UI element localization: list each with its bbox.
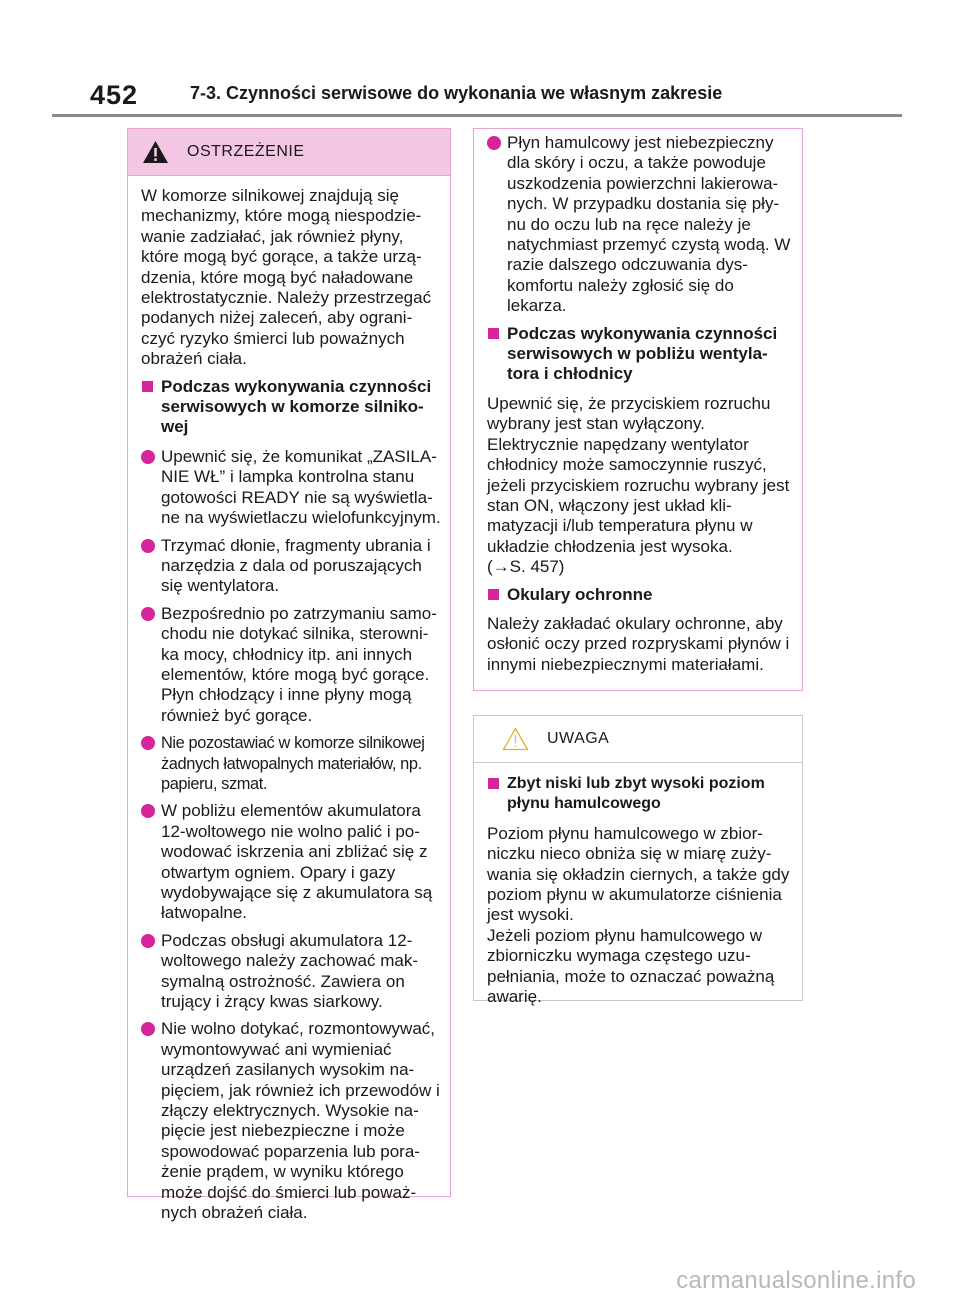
warning-box-continued bbox=[473, 128, 803, 691]
warning-bullet: Nie wolno dotykać, rozmontowywać, wymontowywać ani wymieniać urządzeń zasilanych wysokim na-pięciem, jak również ich przewodów i złączy elektrycznych. Wysokie na-pięcie jest niebezpieczne i może spowodować poparzenia lub pora-żenie prądem, w wyniku którego może dojść do śmierci lub poważ-nych obrażeń ciała. bbox=[141, 1019, 444, 1223]
notice-paragraph: Poziom płynu hamulcowego w zbior-niczku nieco obniża się w miarę zuży-wania się okładzin ciernych, a także gdy poziom płynu w akumulatorze ciśnienia jest wysoki. bbox=[487, 823, 790, 925]
notice-box-header bbox=[474, 716, 802, 763]
warning-box-header bbox=[128, 129, 450, 176]
watermark: carmanualsonline.info bbox=[676, 1267, 916, 1294]
warning-subheading: Podczas wykonywania czynności serwisowych w pobliżu wentyla-tora i chłodnicy bbox=[487, 324, 796, 385]
round-bullet-icon bbox=[141, 934, 155, 948]
warning-subheading: Podczas wykonywania czynności serwisowych w komorze silniko-wej bbox=[141, 377, 444, 438]
round-bullet-icon bbox=[141, 736, 155, 750]
round-bullet-icon bbox=[141, 607, 155, 621]
page-reference: (→S. 457) bbox=[487, 557, 565, 577]
warning-bullet: Trzymać dłonie, fragmenty ubrania i narzędzia z dala od poruszających się wentylatora. bbox=[141, 536, 444, 597]
notice-box-title: UWAGA bbox=[547, 730, 610, 747]
warning-triangle-icon bbox=[142, 140, 169, 164]
notice-box bbox=[473, 715, 803, 1007]
square-bullet-icon bbox=[488, 778, 499, 789]
notice-paragraph: Jeżeli poziom płynu hamulcowego w zbiorniczku wymaga częstego uzu-pełniania, może to oznaczać poważną awarię. bbox=[487, 925, 775, 1007]
warning-bullet: Upewnić się, że komunikat „ZASILA-NIE WŁ” i lampka kontrolna stanu gotowości READY nie są wyświetla-ne na wyświetlaczu wielofunkcyjnym. bbox=[141, 447, 444, 529]
notice-subheading: Zbyt niski lub zbyt wysoki poziom płynu hamulcowego bbox=[487, 774, 796, 815]
square-bullet-icon bbox=[488, 328, 499, 339]
round-bullet-icon bbox=[141, 1022, 155, 1036]
warning-bullet: Płyn hamulcowy jest niebezpieczny dla skóry i oczu, a także powoduje uszkodzenia powierzchni lakierowa-nych. W przypadku dostania się pły-nu do oczu lub na ręce należy je natychmiast przemyć czystą wodą. W razie dalszego odczuwania dys-komfortu należy zgłosić się do lekarza. bbox=[487, 133, 796, 317]
warning-box-content bbox=[141, 186, 444, 1231]
warning-intro: W komorze silnikowej znajdują się mechanizmy, które mogą niespodzie-wanie zadziałać, jak również płyny, które mogą być gorące, a także urzą-dzenia, które mogą być naładowane elektrostatycznie. Należy przestrzegać podanych niżej zaleceń, aby ograni-czyć ryzyko śmierci lub poważnych obrażeń ciała. bbox=[141, 186, 432, 369]
notice-box-content bbox=[487, 774, 796, 1007]
warning-bullet: Podczas obsługi akumulatora 12-woltowego należy zachować mak-symalną ostrożność. Zawiera on trujący i żrący kwas siarkowy. bbox=[141, 931, 444, 1013]
warning-bullet: Nie pozostawiać w komorze silnikowej żadnych łatwopalnych materiałów, np. papieru, szmat. bbox=[141, 733, 444, 794]
round-bullet-icon bbox=[141, 539, 155, 553]
warning-bullet: W pobliżu elementów akumulatora 12-woltowego nie wolno palić i po-wodować iskrzenia ani zbliżać się z otwartym ogniem. Opary i gazy wydobywające się z akumulatora są łatwopalne. bbox=[141, 801, 444, 923]
warning-box-title: OSTRZEŻENIE bbox=[187, 143, 305, 160]
caution-triangle-icon bbox=[502, 727, 529, 751]
warning-box bbox=[127, 128, 451, 1223]
warning-subheading: Okulary ochronne bbox=[487, 585, 796, 605]
warning-continued-content bbox=[487, 133, 796, 675]
warning-bullet: Bezpośrednio po zatrzymaniu samo-chodu nie dotykać silnika, sterowni-ka mocy, chłodnicy itp. ani innych elementów, które mogą być gorące. Płyn chłodzący i inne płyny mogą również być gorące. bbox=[141, 604, 444, 726]
round-bullet-icon bbox=[141, 450, 155, 464]
square-bullet-icon bbox=[488, 589, 499, 600]
page-number: 452 bbox=[90, 80, 139, 110]
warning-paragraph: Upewnić się, że przyciskiem rozruchu wybrany jest stan wyłączony. Elektrycznie napędzany wentylator chłodnicy może samoczynnie ruszyć, jeżeli przyciskiem rozruchu wybrany jest stan ON, włączony jest układ kli-matyzacji i/lub temperatura płynu w układzie chłodzenia jest wysoka. bbox=[487, 393, 790, 556]
warning-paragraph: Należy zakładać okulary ochronne, aby osłonić oczy przed rozpryskami płynów i innymi niebezpiecznymi materiałami. bbox=[487, 613, 790, 674]
page-header bbox=[0, 0, 960, 118]
round-bullet-icon bbox=[141, 804, 155, 818]
square-bullet-icon bbox=[142, 381, 153, 392]
section-title: 7-3. Czynności serwisowe do wykonania we własnym zakresie bbox=[190, 83, 723, 103]
header-rule bbox=[52, 114, 902, 117]
round-bullet-icon bbox=[487, 136, 501, 150]
